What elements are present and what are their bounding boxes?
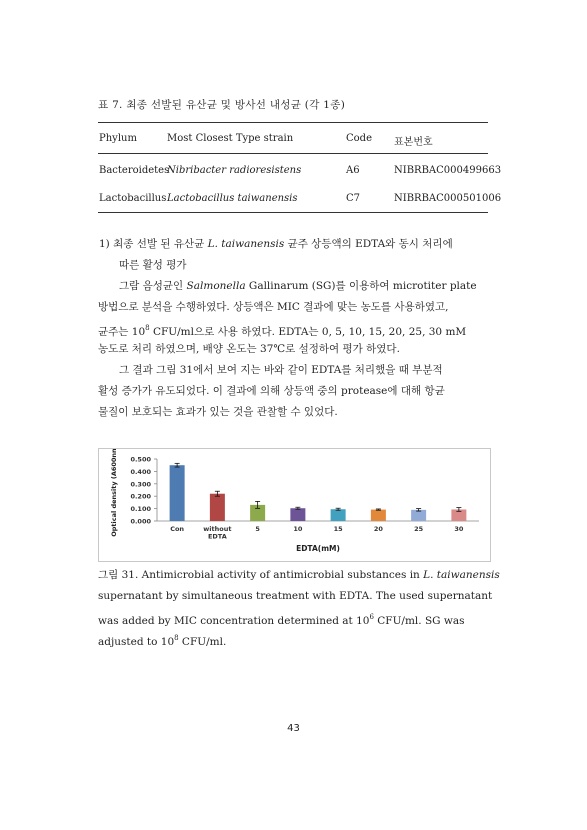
y-axis-title: Optical density (A600nm) [110,449,118,537]
bar [331,509,346,521]
table-cell-strain: Nibribacter radioresistens [167,165,302,176]
x-tick-label: without [203,525,232,533]
x-tick-label: 15 [333,525,343,533]
y-tick-label: 0.300 [130,480,151,489]
table-cell-strain: Lactobacillus taiwanensis [167,193,298,204]
table-header-rule [98,153,488,154]
x-tick-label: 10 [293,525,303,533]
bar [290,508,305,521]
paragraph-1-line-4: 농도로 처리 하였으며, 배양 온도는 37℃로 설정하여 평가 하였다. [98,343,400,355]
x-tick-label: EDTA [207,532,227,541]
table-cell-specimen-number: NIBRBAC000501006 [394,193,502,204]
figure-caption-line-1: 그림 31. Antimicrobial activity of antimicrobial substances in L. taiwanensis [98,569,500,581]
paragraph-2-line-3: 물질이 보호되는 효과가 있는 것을 관찰할 수 있었다. [98,406,338,418]
section-heading-line2: 따른 활성 평가 [119,259,187,271]
figure-caption-line-4: adjusted to $10^8$ CFU/ml. [98,634,227,648]
figure-caption-line-3: was added by MIC concentration determined at $10^6$ CFU/ml. SG was [98,613,465,627]
x-tick-label: 30 [454,525,464,533]
bar [411,510,426,521]
x-tick-label: 5 [255,525,260,533]
x-axis-title: EDTA(mM) [296,544,340,553]
y-tick-label: 0.500 [130,455,151,464]
table-header-phylum: Phylum [99,133,137,144]
paragraph-1-line-2: 방법으로 분석을 수행하였다. 상등액은 MIC 결과에 맞는 농도를 사용하였고, [98,301,449,313]
paragraph-2-line-1: 그 결과 그림 31에서 보여 지는 바와 같이 EDTA를 처리했을 때 부분적 [119,364,443,376]
y-tick-label: 0.100 [130,505,151,514]
table-bottom-rule [98,212,488,213]
x-tick-label: 20 [373,525,383,533]
figure-31-chart [98,448,491,562]
table-header-code: Code [346,133,372,144]
table-cell-code: C7 [346,193,361,204]
x-tick-label: Con [170,525,185,533]
paragraph-1-line-1: 그람 음성균인 Salmonella Gallinarum (SG)를 이용하여 microtiter plate [119,280,477,292]
table-cell-phylum: Bacteroidetes [99,165,170,176]
bar [210,494,225,521]
table-cell-code: A6 [346,165,360,176]
paragraph-2-line-2: 활성 증가가 유도되었다. 이 결과에 의해 상등액 중의 protease에 대해 항균 [98,385,445,397]
table-cell-specimen-number: NIBRBAC000499663 [394,165,502,176]
y-tick-label: 0.200 [130,492,151,501]
y-tick-label: 0.000 [130,517,151,526]
bar-chart [99,449,490,561]
bar [170,465,185,521]
table-header-strain: Most Closest Type strain [167,133,294,144]
table-top-rule [98,122,488,123]
figure-caption-line-2: supernatant by simultaneous treatment with EDTA. The used supernatant [98,590,493,602]
table-cell-phylum: Lactobacillus [99,193,167,204]
bar [371,510,386,521]
section-heading: 1) 최종 선발 된 유산균 L. taiwanensis 균주 상등액의 EDTA와 동시 처리에 [99,238,453,250]
table-header-specimen-number: 표본번호 [394,137,433,148]
x-tick-label: 25 [414,525,424,533]
page-number: 43 [287,723,300,734]
table-caption: 표 7. 최종 선발된 유산균 및 방사선 내성균 (각 1종) [98,99,346,111]
y-tick-label: 0.400 [130,467,151,476]
paragraph-1-line-3: 균주는 $10^8$ CFU/ml으로 사용 하였다. EDTA는 0, 5, 10, 15, 20, 25, 30 mM [98,324,467,338]
